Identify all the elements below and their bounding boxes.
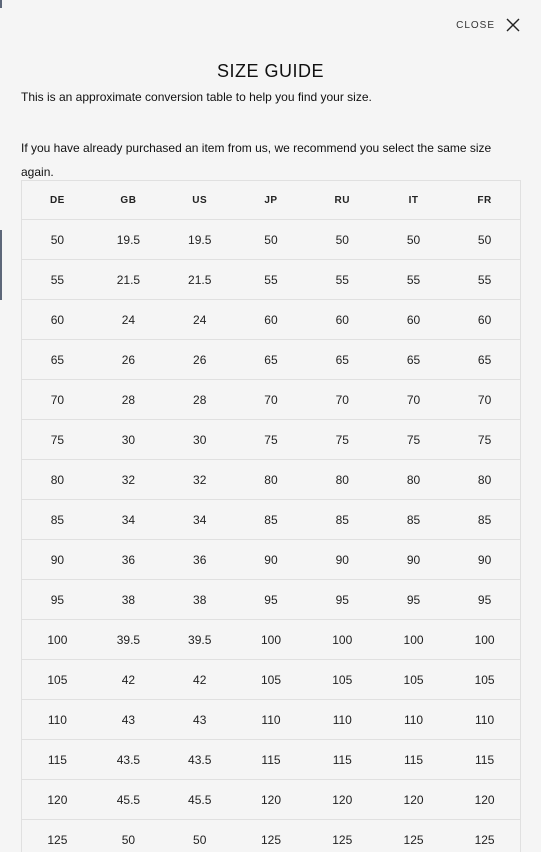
table-cell: 39.5 [93,620,164,660]
table-cell: 50 [22,220,93,260]
close-button[interactable] [456,17,521,33]
table-cell: 115 [307,740,378,780]
table-cell: 95 [378,580,449,620]
table-cell: 50 [378,220,449,260]
table-cell: 32 [93,460,164,500]
column-header-jp: JP [235,181,306,220]
table-cell: 30 [93,420,164,460]
table-row [22,220,521,260]
table-row [22,740,521,780]
table-row [22,340,521,380]
table-cell: 85 [235,500,306,540]
table-cell: 90 [378,540,449,580]
size-table-container [21,180,521,852]
table-cell: 125 [378,820,449,852]
column-header-us: US [164,181,235,220]
table-cell: 120 [449,780,520,820]
table-cell: 80 [378,460,449,500]
close-icon [505,17,521,33]
table-cell: 85 [307,500,378,540]
table-cell: 55 [378,260,449,300]
table-cell: 125 [22,820,93,852]
table-cell: 110 [449,700,520,740]
table-cell: 60 [378,300,449,340]
table-cell: 85 [378,500,449,540]
table-cell: 21.5 [164,260,235,300]
table-row [22,260,521,300]
table-cell: 19.5 [93,220,164,260]
table-cell: 120 [22,780,93,820]
table-row [22,460,521,500]
table-cell: 55 [22,260,93,300]
table-cell: 38 [164,580,235,620]
table-row [22,620,521,660]
intro-text: This is an approximate conversion table to help you find your size. [21,90,372,104]
table-cell: 100 [449,620,520,660]
table-cell: 100 [235,620,306,660]
backdrop-edge [0,0,2,300]
table-cell: 90 [22,540,93,580]
table-cell: 43 [93,700,164,740]
table-cell: 100 [378,620,449,660]
table-cell: 60 [235,300,306,340]
column-header-it: IT [378,181,449,220]
table-cell: 26 [93,340,164,380]
table-cell: 30 [164,420,235,460]
table-cell: 36 [93,540,164,580]
table-cell: 55 [307,260,378,300]
table-cell: 28 [164,380,235,420]
table-cell: 55 [235,260,306,300]
table-cell: 26 [164,340,235,380]
table-cell: 90 [235,540,306,580]
table-cell: 65 [378,340,449,380]
table-cell: 125 [307,820,378,852]
table-cell: 90 [449,540,520,580]
table-row [22,580,521,620]
table-cell: 60 [307,300,378,340]
table-cell: 115 [235,740,306,780]
table-cell: 115 [378,740,449,780]
table-cell: 60 [449,300,520,340]
column-header-fr: FR [449,181,520,220]
table-cell: 65 [22,340,93,380]
table-cell: 75 [449,420,520,460]
table-cell: 105 [235,660,306,700]
table-cell: 75 [378,420,449,460]
table-row [22,700,521,740]
table-cell: 50 [164,820,235,852]
table-cell: 75 [235,420,306,460]
table-cell: 43.5 [164,740,235,780]
table-cell: 65 [235,340,306,380]
table-cell: 80 [307,460,378,500]
table-cell: 80 [449,460,520,500]
table-cell: 50 [307,220,378,260]
table-cell: 65 [307,340,378,380]
table-cell: 90 [307,540,378,580]
table-cell: 105 [307,660,378,700]
table-cell: 80 [22,460,93,500]
table-cell: 19.5 [164,220,235,260]
table-cell: 36 [164,540,235,580]
table-cell: 120 [378,780,449,820]
table-row [22,380,521,420]
table-cell: 50 [449,220,520,260]
table-cell: 32 [164,460,235,500]
table-cell: 70 [378,380,449,420]
table-cell: 110 [378,700,449,740]
table-cell: 55 [449,260,520,300]
table-cell: 70 [307,380,378,420]
table-cell: 115 [449,740,520,780]
table-cell: 38 [93,580,164,620]
table-cell: 24 [93,300,164,340]
table-cell: 24 [164,300,235,340]
table-cell: 50 [93,820,164,852]
table-cell: 45.5 [93,780,164,820]
table-cell: 95 [307,580,378,620]
table-row [22,300,521,340]
table-row [22,540,521,580]
table-cell: 42 [93,660,164,700]
table-cell: 75 [22,420,93,460]
table-cell: 70 [22,380,93,420]
table-cell: 125 [449,820,520,852]
table-cell: 110 [307,700,378,740]
table-cell: 115 [22,740,93,780]
table-cell: 105 [22,660,93,700]
page-title: SIZE GUIDE [216,61,324,81]
table-cell: 110 [22,700,93,740]
table-cell: 95 [449,580,520,620]
table-cell: 80 [235,460,306,500]
table-cell: 42 [164,660,235,700]
table-cell: 125 [235,820,306,852]
table-row [22,420,521,460]
table-cell: 85 [22,500,93,540]
table-cell: 85 [449,500,520,540]
table-cell: 21.5 [93,260,164,300]
table-cell: 60 [22,300,93,340]
table-row [22,820,521,852]
column-header-de: DE [22,181,93,220]
table-row [22,660,521,700]
table-cell: 105 [449,660,520,700]
table-cell: 110 [235,700,306,740]
table-cell: 34 [164,500,235,540]
table-row [22,500,521,540]
table-cell: 70 [449,380,520,420]
table-cell: 120 [235,780,306,820]
table-cell: 95 [22,580,93,620]
table-cell: 95 [235,580,306,620]
column-header-gb: GB [93,181,164,220]
table-cell: 65 [449,340,520,380]
table-cell: 50 [235,220,306,260]
close-label: CLOSE [456,19,495,31]
table-cell: 70 [235,380,306,420]
note-text: If you have already purchased an item from us, we recommend you select the same size again. [21,141,492,179]
table-cell: 34 [93,500,164,540]
table-cell: 28 [93,380,164,420]
table-cell: 75 [307,420,378,460]
column-header-ru: RU [307,181,378,220]
table-cell: 45.5 [164,780,235,820]
table-cell: 120 [307,780,378,820]
table-row [22,780,521,820]
table-cell: 39.5 [164,620,235,660]
table-body [22,220,521,852]
table-cell: 100 [22,620,93,660]
size-conversion-table [21,180,521,852]
table-cell: 100 [307,620,378,660]
table-cell: 43 [164,700,235,740]
table-cell: 43.5 [93,740,164,780]
table-header-row [22,181,521,220]
table-cell: 105 [378,660,449,700]
